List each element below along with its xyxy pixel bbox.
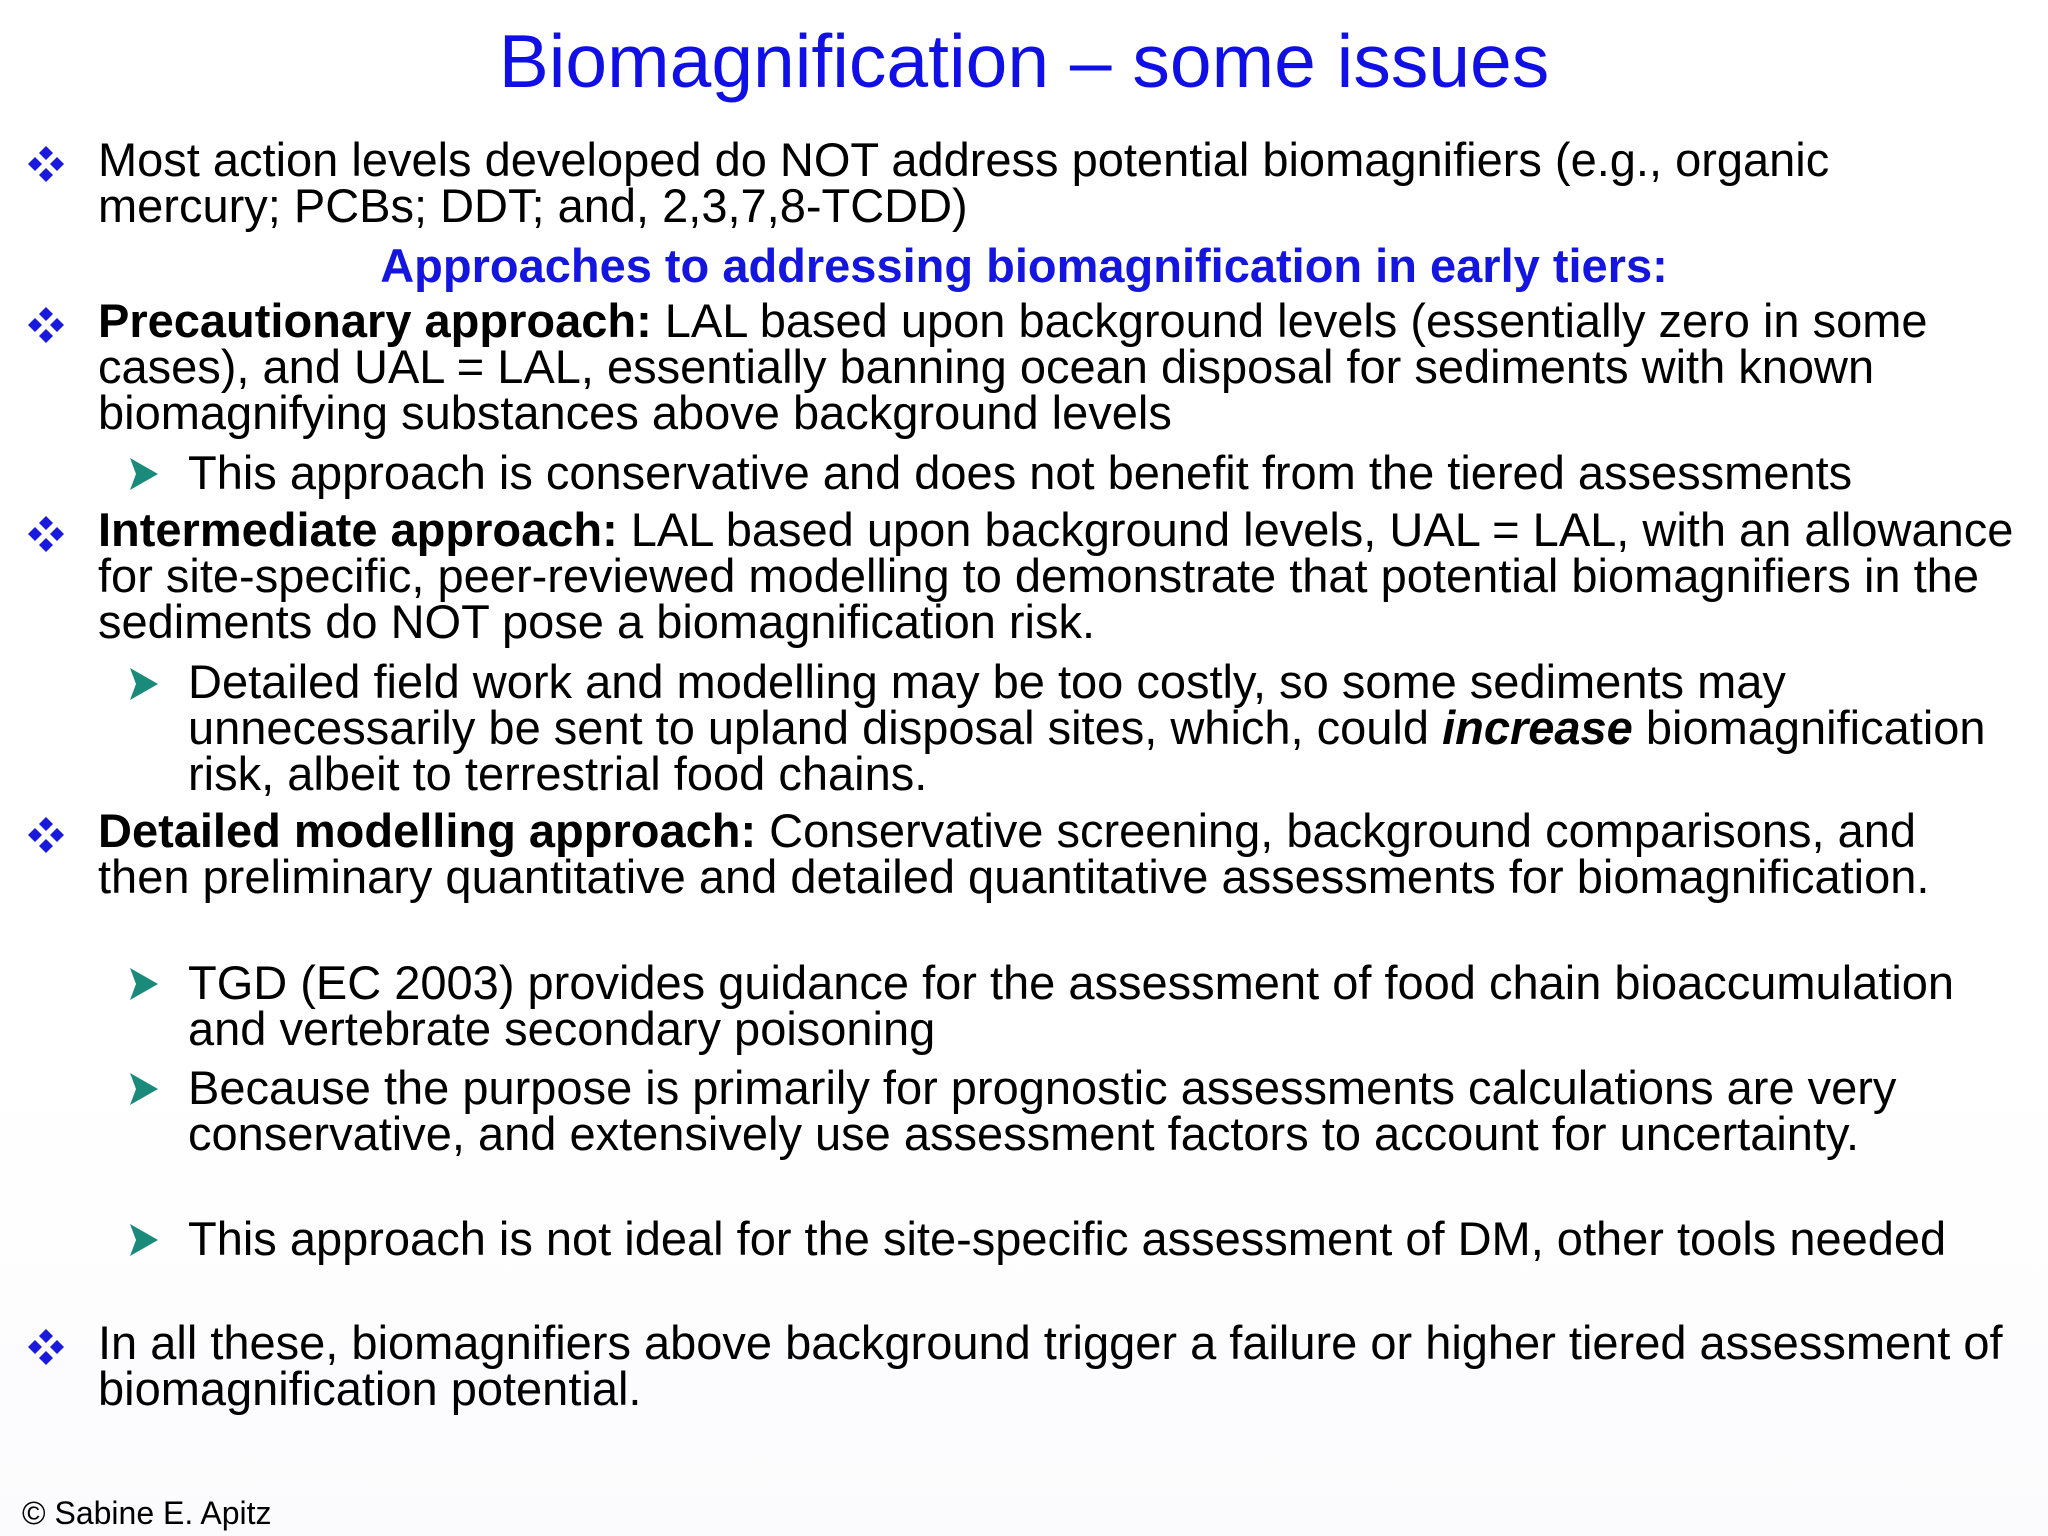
precautionary-text: LAL based upon background levels (essentially zero in some cases), and UAL = LAL, essentially banning ocean disposal for sediments with known biomagnifying substances above background levels	[98, 294, 1928, 439]
detailed-bullet	[98, 804, 2018, 903]
intermediate-sub-1-part-a: Detailed field work and modelling may be too costly, so some sediments may unnecessarily be sent to upland disposal sites, which, could	[188, 655, 1786, 754]
intro-bullet-text: Most action levels developed do NOT address potential biomagnifiers (e.g., organic mercury; PCBs; DDT; and, 2,3,7,8-TCDD)	[98, 133, 1830, 232]
detailed-label: Detailed modelling approach:	[98, 804, 757, 857]
precautionary-sub-1: This approach is conservative and does not benefit from the tiered assessments	[188, 446, 1853, 499]
precautionary-bullet	[98, 294, 2018, 439]
arrowhead-bullet-icon	[126, 1069, 162, 1109]
intermediate-sub-1-part-b: biomagnification risk, albeit to terrestrial food chains.	[188, 701, 1986, 800]
four-diamond-bullet-icon	[24, 142, 68, 186]
precautionary-label: Precautionary approach:	[98, 294, 652, 347]
detailed-sub-3: This approach is not ideal for the site-specific assessment of DM, other tools needed	[188, 1212, 1947, 1265]
copyright-footer: © Sabine E. Apitz	[22, 1495, 272, 1531]
slide-title: Biomagnification – some issues	[498, 19, 1550, 103]
detailed-sub-2: Because the purpose is primarily for prognostic assessments calculations are very conservative, and extensively use assessment factors to account for uncertainty.	[188, 1061, 1897, 1160]
four-diamond-bullet-icon	[24, 1325, 68, 1369]
approaches-subheading: Approaches to addressing biomagnification in early tiers:	[380, 239, 1668, 292]
intermediate-bullet	[98, 503, 2018, 648]
arrowhead-bullet-icon	[126, 664, 162, 704]
conclusion-bullet: In all these, biomagnifiers above background trigger a failure or higher tiered assessment of biomagnification potential.	[98, 1316, 2003, 1415]
four-diamond-bullet-icon	[24, 813, 68, 857]
arrowhead-bullet-icon	[126, 454, 162, 494]
detailed-sub-1: TGD (EC 2003) provides guidance for the assessment of food chain bioaccumulation and vertebrate secondary poisoning	[188, 956, 1955, 1055]
four-diamond-bullet-icon	[24, 303, 68, 347]
arrowhead-bullet-icon	[126, 964, 162, 1004]
intermediate-label: Intermediate approach:	[98, 503, 618, 556]
intermediate-text: LAL based upon background levels, UAL = LAL, with an allowance for site-specific, peer-reviewed modelling to demonstrate that potential biomagnifiers in the sediments do NOT pose a biomagnification risk.	[98, 503, 2014, 648]
detailed-text: Conservative screening, background comparisons, and then preliminary quantitative and detailed quantitative assessments for biomagnification.	[98, 804, 1930, 903]
arrowhead-bullet-icon	[126, 1220, 162, 1260]
intermediate-sub-1-emphasis: increase	[1442, 701, 1633, 754]
intermediate-sub-1	[188, 655, 2018, 800]
four-diamond-bullet-icon	[24, 512, 68, 556]
